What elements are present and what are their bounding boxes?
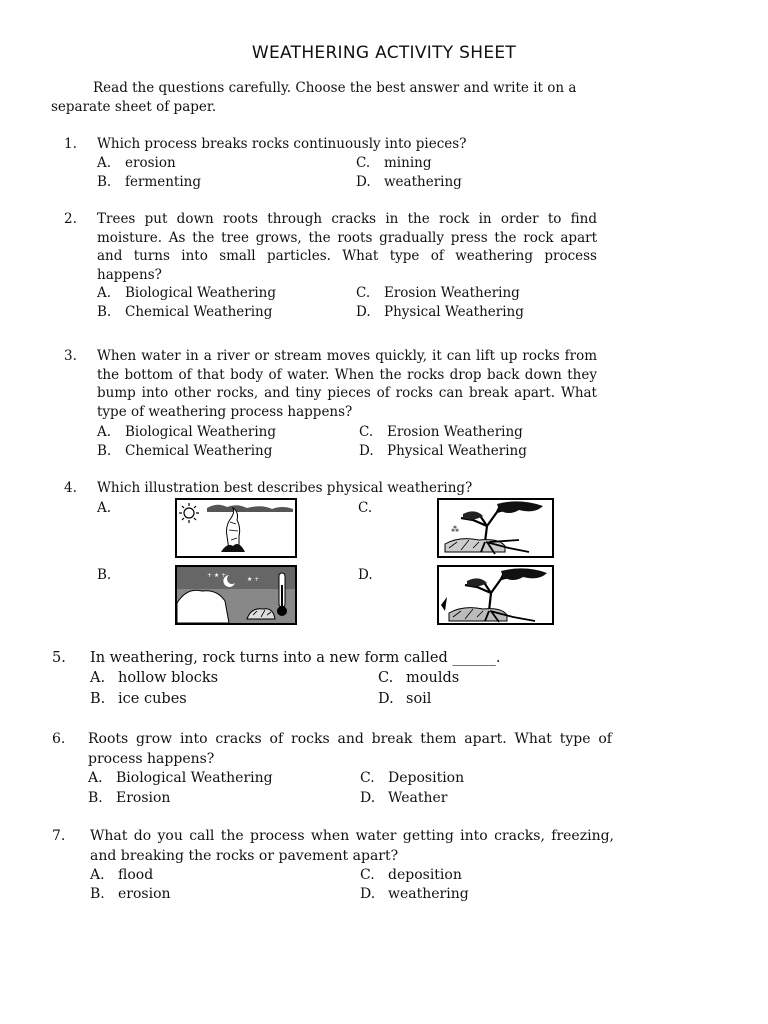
option-c: C. deposition: [360, 867, 462, 883]
illustration-a-sun-heat: [175, 498, 297, 558]
option-c: C. Erosion Weathering: [356, 285, 520, 301]
page-title: WEATHERING ACTIVITY SHEET: [251, 43, 517, 63]
question-number: 1.: [64, 136, 77, 152]
question-text: Roots grow into cracks of rocks and break them apart. What type of process happens?: [88, 731, 612, 767]
option-d: D. weathering: [360, 886, 469, 902]
option-a: A.: [97, 500, 112, 516]
option-a: A. flood: [90, 867, 154, 883]
option-c: C.: [358, 500, 373, 516]
thermometer-icon: [277, 573, 287, 616]
option-a: A. Biological Weathering: [97, 424, 277, 440]
sun-icon: [179, 503, 199, 523]
option-a: A. erosion: [97, 155, 176, 171]
option-b: B. ice cubes: [90, 691, 187, 707]
option-c: C. Deposition: [360, 770, 465, 786]
question-text: What do you call the process when water getting into cracks, freezing, and breaking the rocks or pavement apart?: [90, 828, 614, 864]
option-d: D. weathering: [356, 174, 462, 190]
question-number: 6.: [52, 731, 66, 747]
instructions: Read the questions carefully. Choose the best answer and write it on a separate sheet of paper.: [51, 80, 577, 115]
option-c: C. moulds: [378, 670, 460, 686]
svg-text:⁂: ⁂: [451, 525, 459, 534]
illustration-d-tree-roots: [437, 565, 554, 625]
option-a: A. hollow blocks: [90, 670, 219, 686]
question-text: Which illustration best describes physical weathering?: [97, 480, 473, 496]
question-number: 7.: [52, 828, 66, 844]
option-d: D. Weather: [360, 790, 448, 806]
option-a: A. Biological Weathering: [88, 770, 273, 786]
option-c: C. Erosion Weathering: [359, 424, 523, 440]
question-text: In weathering, rock turns into a new form called ______.: [90, 650, 501, 666]
option-c: C. mining: [356, 155, 432, 171]
option-d: D. Physical Weathering: [356, 304, 524, 320]
illustration-b-temperature: [175, 565, 297, 625]
option-d: D.: [358, 567, 373, 583]
option-d: D. soil: [378, 691, 432, 707]
question-text: Trees put down roots through cracks in the rock in order to find moisture. As the tree grows, the roots gradually press the rock apart and turns into small particles. What type of weathering process happens?: [97, 211, 597, 283]
question-number: 5.: [52, 650, 66, 666]
option-d: D. Physical Weathering: [359, 443, 527, 459]
svg-text:★ +: ★ +: [247, 576, 260, 583]
question-number: 3.: [64, 348, 77, 364]
question-text: Which process breaks rocks continuously into pieces?: [97, 136, 467, 152]
option-b: B. erosion: [90, 886, 171, 902]
option-b: B.: [97, 567, 112, 583]
svg-text:+ ★ +: + ★ +: [207, 572, 227, 579]
option-b: B. Chemical Weathering: [97, 304, 273, 320]
option-b: B. fermenting: [97, 174, 202, 190]
question-number: 2.: [64, 211, 77, 227]
question-text: When water in a river or stream moves quickly, it can lift up rocks from the bottom of that body of water. When the rocks drop back down they bump into other rocks, and tiny pieces of rocks can break apart. What type of weathering process happens?: [97, 348, 597, 420]
option-a: A. Biological Weathering: [97, 285, 277, 301]
question-number: 4.: [64, 480, 77, 496]
illustration-c-tree-roots: [437, 498, 554, 558]
option-b: B. Erosion: [88, 790, 171, 806]
option-b: B. Chemical Weathering: [97, 443, 273, 459]
